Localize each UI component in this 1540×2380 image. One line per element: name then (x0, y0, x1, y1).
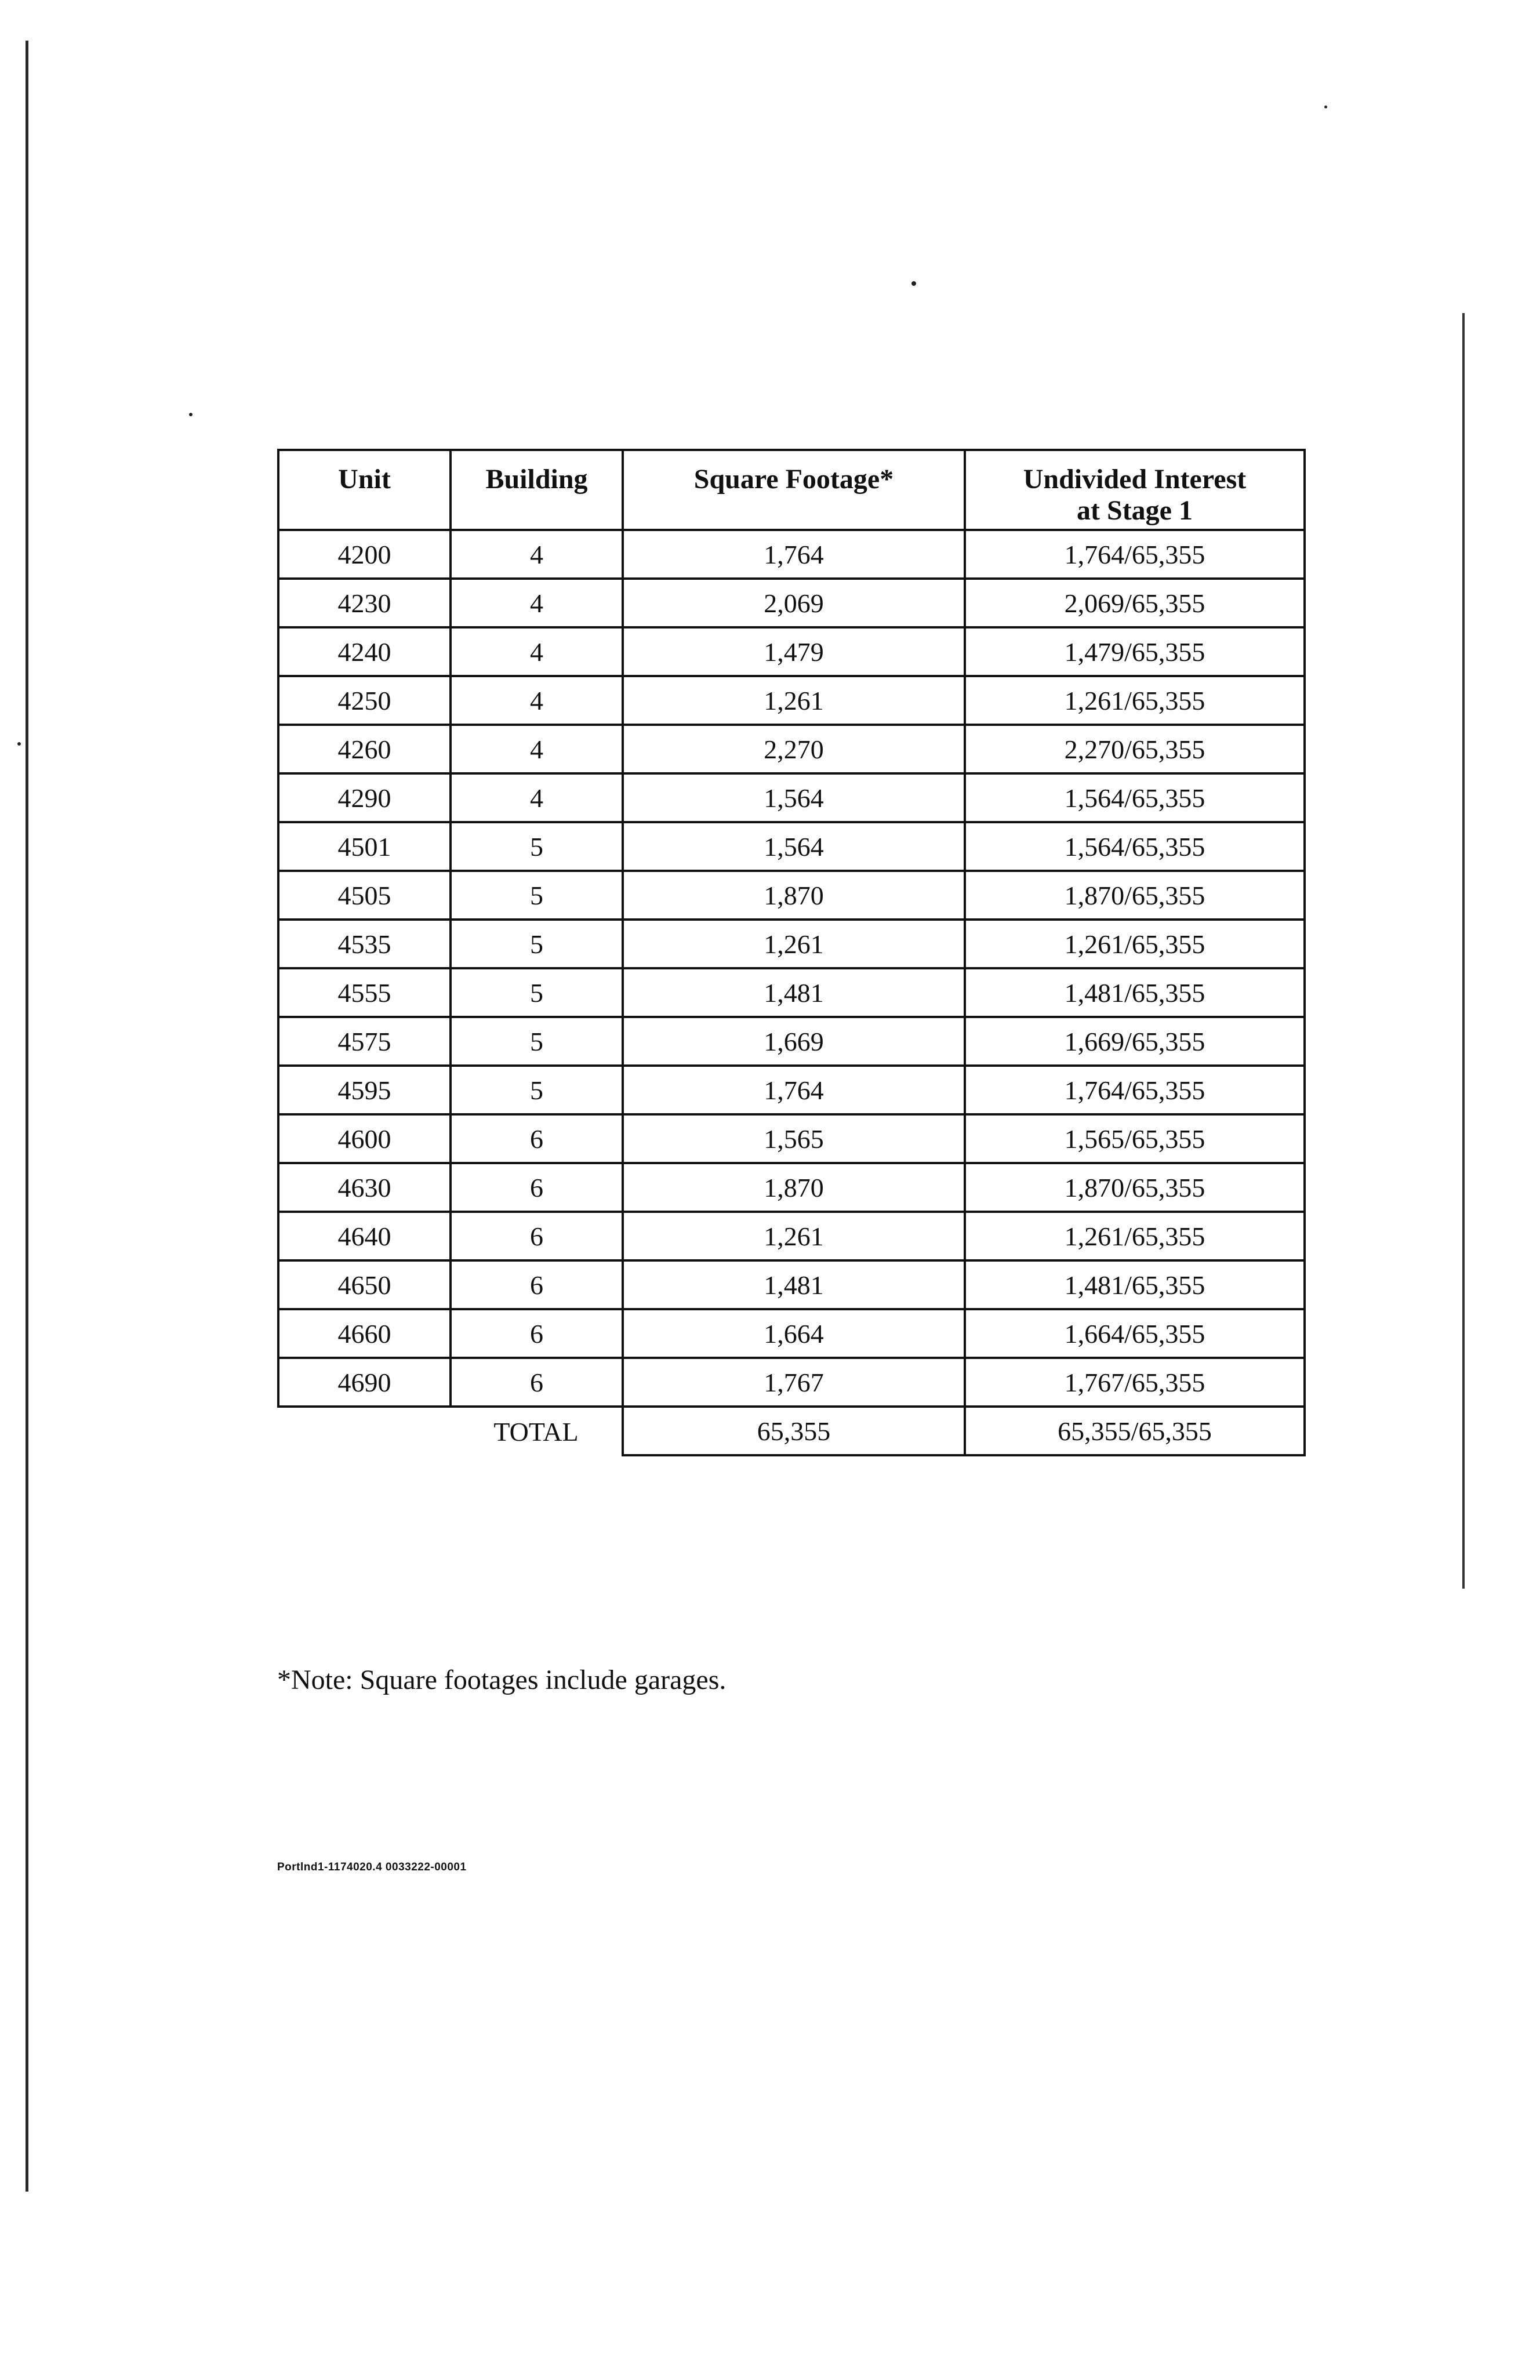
cell-square-footage: 1,870 (623, 1163, 965, 1212)
table-row (278, 920, 1305, 968)
document-id: Portlnd1-1174020.4 0033222-00001 (277, 1861, 467, 1873)
total-blank-cell (278, 1407, 451, 1455)
cell-building: 4 (451, 530, 623, 579)
cell-building: 6 (451, 1358, 623, 1407)
cell-unit: 4260 (278, 725, 451, 773)
table-row (278, 1260, 1305, 1309)
cell-square-footage: 1,870 (623, 871, 965, 920)
table-row (278, 676, 1305, 725)
cell-undivided-interest: 1,767/65,355 (965, 1358, 1305, 1407)
cell-square-footage: 1,767 (623, 1358, 965, 1407)
cell-unit: 4660 (278, 1309, 451, 1358)
table-row (278, 1309, 1305, 1358)
cell-building: 6 (451, 1163, 623, 1212)
cell-building: 4 (451, 725, 623, 773)
table-row (278, 1066, 1305, 1114)
cell-building: 6 (451, 1114, 623, 1163)
cell-undivided-interest: 2,270/65,355 (965, 725, 1305, 773)
cell-unit: 4595 (278, 1066, 451, 1114)
cell-undivided-interest: 1,479/65,355 (965, 627, 1305, 676)
cell-building: 6 (451, 1309, 623, 1358)
cell-undivided-interest: 1,261/65,355 (965, 1212, 1305, 1260)
cell-square-footage: 1,479 (623, 627, 965, 676)
cell-undivided-interest: 1,764/65,355 (965, 530, 1305, 579)
scan-speck (189, 413, 192, 416)
scan-edge-line-right (1462, 313, 1465, 1589)
cell-undivided-interest: 1,870/65,355 (965, 871, 1305, 920)
cell-undivided-interest: 1,565/65,355 (965, 1114, 1305, 1163)
footnote: *Note: Square footages include garages. (277, 1665, 727, 1695)
header-unit: Unit (278, 450, 451, 530)
cell-building: 5 (451, 871, 623, 920)
table-header-row (278, 450, 1305, 530)
table-row (278, 1358, 1305, 1407)
cell-square-footage: 2,270 (623, 725, 965, 773)
table-row (278, 1212, 1305, 1260)
cell-undivided-interest: 1,564/65,355 (965, 773, 1305, 822)
cell-undivided-interest: 2,069/65,355 (965, 579, 1305, 627)
scan-speck (1324, 106, 1327, 108)
cell-unit: 4535 (278, 920, 451, 968)
cell-building: 5 (451, 968, 623, 1017)
total-square-footage: 65,355 (623, 1407, 965, 1455)
total-undivided-interest: 65,355/65,355 (965, 1407, 1305, 1455)
cell-square-footage: 1,481 (623, 968, 965, 1017)
cell-undivided-interest: 1,261/65,355 (965, 676, 1305, 725)
cell-unit: 4230 (278, 579, 451, 627)
header-undivided-interest-label: Undivided Interest at Stage 1 (1023, 464, 1247, 526)
cell-square-footage: 1,261 (623, 1212, 965, 1260)
cell-building: 4 (451, 676, 623, 725)
cell-unit: 4600 (278, 1114, 451, 1163)
cell-building: 5 (451, 920, 623, 968)
scan-speck (911, 281, 916, 286)
cell-square-footage: 1,261 (623, 676, 965, 725)
header-building: Building (451, 450, 623, 530)
table-row (278, 871, 1305, 920)
cell-square-footage: 2,069 (623, 579, 965, 627)
table-row (278, 1017, 1305, 1066)
cell-building: 5 (451, 1066, 623, 1114)
units-table (277, 449, 1306, 1456)
cell-unit: 4240 (278, 627, 451, 676)
cell-square-footage: 1,564 (623, 822, 965, 871)
table-row (278, 968, 1305, 1017)
cell-square-footage: 1,261 (623, 920, 965, 968)
cell-unit: 4250 (278, 676, 451, 725)
cell-unit: 4505 (278, 871, 451, 920)
cell-square-footage: 1,669 (623, 1017, 965, 1066)
table-row (278, 530, 1305, 579)
cell-square-footage: 1,764 (623, 530, 965, 579)
cell-square-footage: 1,565 (623, 1114, 965, 1163)
header-square-footage: Square Footage* (623, 450, 965, 530)
cell-undivided-interest: 1,764/65,355 (965, 1066, 1305, 1114)
table-row (278, 627, 1305, 676)
cell-building: 4 (451, 579, 623, 627)
cell-building: 5 (451, 1017, 623, 1066)
cell-square-footage: 1,481 (623, 1260, 965, 1309)
cell-unit: 4650 (278, 1260, 451, 1309)
cell-unit: 4630 (278, 1163, 451, 1212)
cell-unit: 4575 (278, 1017, 451, 1066)
cell-undivided-interest: 1,481/65,355 (965, 968, 1305, 1017)
cell-square-footage: 1,564 (623, 773, 965, 822)
table-row (278, 579, 1305, 627)
cell-undivided-interest: 1,669/65,355 (965, 1017, 1305, 1066)
cell-square-footage: 1,664 (623, 1309, 965, 1358)
table-row (278, 822, 1305, 871)
scan-speck (17, 742, 21, 746)
cell-undivided-interest: 1,870/65,355 (965, 1163, 1305, 1212)
cell-unit: 4200 (278, 530, 451, 579)
cell-unit: 4690 (278, 1358, 451, 1407)
cell-unit: 4555 (278, 968, 451, 1017)
cell-unit: 4640 (278, 1212, 451, 1260)
cell-building: 4 (451, 773, 623, 822)
cell-undivided-interest: 1,664/65,355 (965, 1309, 1305, 1358)
table-row (278, 1163, 1305, 1212)
cell-building: 6 (451, 1212, 623, 1260)
cell-unit: 4290 (278, 773, 451, 822)
cell-unit: 4501 (278, 822, 451, 871)
scan-edge-line-left (26, 41, 28, 2192)
cell-square-footage: 1,764 (623, 1066, 965, 1114)
table-row (278, 725, 1305, 773)
total-row (278, 1407, 1305, 1455)
table-row (278, 1114, 1305, 1163)
cell-building: 6 (451, 1260, 623, 1309)
total-label: TOTAL (451, 1407, 623, 1455)
cell-undivided-interest: 1,261/65,355 (965, 920, 1305, 968)
table-body (278, 530, 1305, 1407)
cell-undivided-interest: 1,564/65,355 (965, 822, 1305, 871)
cell-undivided-interest: 1,481/65,355 (965, 1260, 1305, 1309)
cell-building: 4 (451, 627, 623, 676)
header-undivided-interest (965, 450, 1305, 530)
cell-building: 5 (451, 822, 623, 871)
table-row (278, 773, 1305, 822)
